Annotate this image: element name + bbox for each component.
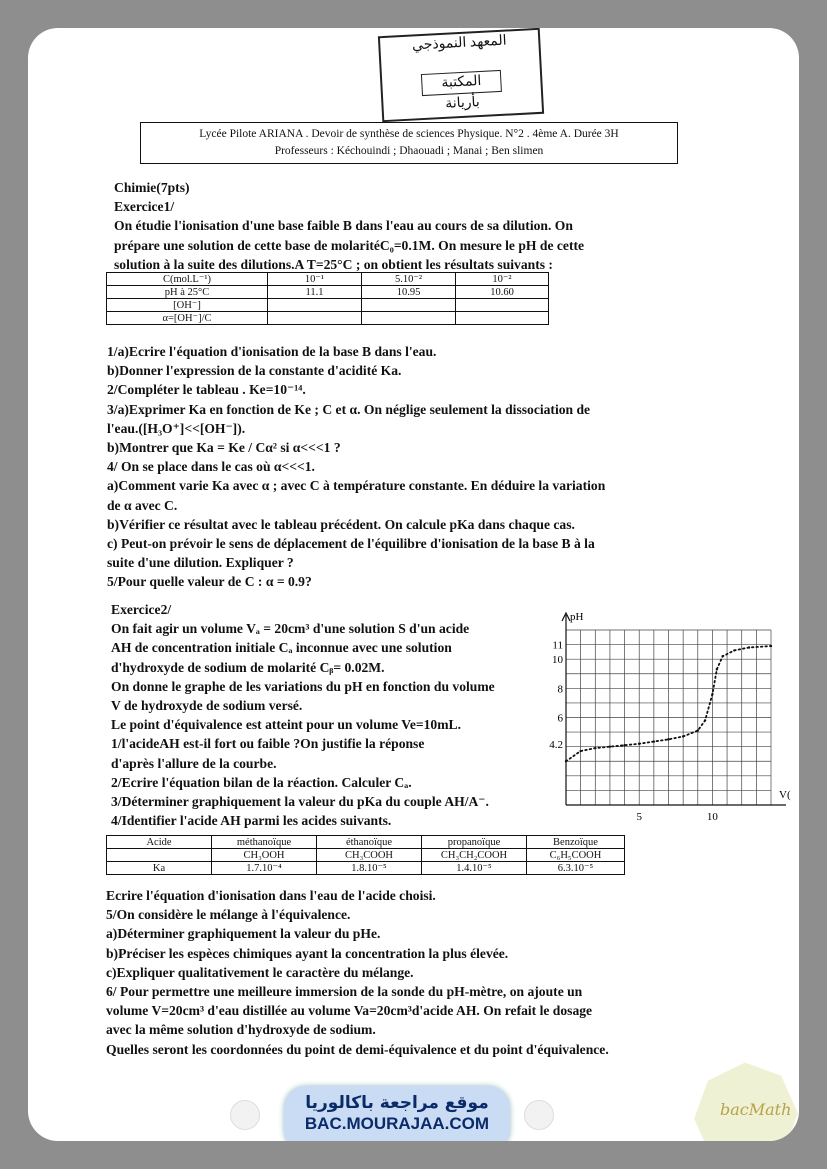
data-point	[682, 735, 684, 737]
stamp-line-1: المعهد النموذجي	[411, 33, 507, 54]
library-stamp	[378, 28, 544, 122]
question-line: d'hydroxyde de sodium de molarité Cᵦ= 0.02M.	[111, 659, 385, 675]
site-banner[interactable]	[284, 1086, 510, 1141]
question-line: 2/Compléter le tableau . Ke=10⁻¹⁴.	[107, 382, 306, 398]
table-cell: 10⁻²	[456, 273, 549, 286]
exam-header	[140, 122, 678, 164]
acids-table	[106, 835, 625, 875]
question-line: 1/l'acideAH est-il fort ou faible ?On justifie la réponse	[111, 736, 425, 752]
table-cell: méthanoïque	[212, 836, 317, 849]
table-cell: 6.3.10⁻⁵	[527, 862, 625, 875]
data-point	[579, 750, 581, 752]
question-line: Ecrire l'équation d'ionisation dans l'eau de l'acide choisi.	[106, 888, 436, 903]
question-line: c)Expliquer qualitativement le caractère du mélange.	[106, 964, 414, 980]
table-cell	[456, 312, 549, 325]
site-url-link[interactable]: BAC.MOURAJAA.COM	[304, 1114, 490, 1133]
table-cell: CH₃COOH	[317, 849, 422, 862]
question-line: 1/a)Ecrire l'équation d'ionisation de la base B dans l'eau.	[107, 344, 437, 359]
question-line: 3/Déterminer graphiquement la valeur du pKa du couple AH/A⁻.	[111, 794, 489, 810]
dilution-table	[106, 272, 549, 325]
table-cell: CH₃CH₂COOH	[422, 849, 527, 862]
table-cell: Benzoïque	[527, 836, 625, 849]
question-line: de α avec C.	[107, 497, 178, 513]
data-point	[638, 743, 640, 745]
data-point	[594, 747, 596, 749]
table-cell: 10.60	[456, 286, 549, 299]
question-line: b)Vérifier ce résultat avec le tableau précédent. On calcule pKa dans chaque cas.	[107, 516, 575, 532]
table-cell: Ka	[107, 862, 212, 875]
exercise2-end-questions	[106, 886, 609, 1059]
table-row	[107, 312, 549, 325]
data-point	[609, 745, 611, 747]
intro-line: Exercice1/	[114, 199, 175, 215]
question-line: suite d'une dilution. Expliquer ?	[107, 555, 294, 571]
table-cell: 10⁻¹	[268, 273, 362, 286]
question-line: 2/Ecrire l'équation bilan de la réaction. Calculer Cₐ.	[111, 774, 412, 790]
y-tick-label: 10	[552, 654, 563, 667]
table-cell: [OH⁻]	[107, 299, 268, 312]
table-cell: 5.10⁻²	[362, 273, 456, 286]
table-cell: C(mol.L⁻¹)	[107, 273, 268, 286]
table-cell	[268, 299, 362, 312]
table-cell: 10.95	[362, 286, 456, 299]
question-line: b)Préciser les espèces chimiques ayant la concentration la plus élevée.	[106, 945, 509, 961]
y-tick-label: 6	[557, 712, 563, 725]
data-point	[623, 744, 625, 746]
table-cell	[362, 299, 456, 312]
intro-line: solution à la suite des dilutions.A T=25°C ; on obtient les résultats suivants :	[114, 256, 553, 272]
exercise2-questions	[111, 600, 495, 830]
table-cell: C₆H₅COOH	[527, 849, 625, 862]
table-cell: CH₃OOH	[212, 849, 317, 862]
question-line: l'eau.([H₃O⁺]<<[OH⁻]).	[107, 420, 246, 436]
question-line: 6/ Pour permettre une meilleure immersion de la sonde du pH-mètre, on ajoute un	[106, 984, 583, 1000]
ph-titration-chart	[541, 600, 799, 822]
question-line: b)Donner l'expression de la constante d'acidité Ka.	[107, 363, 402, 379]
stamp-line-2: المكتبة	[421, 70, 502, 96]
table-row	[107, 862, 625, 875]
x-axis-label: V(	[779, 789, 791, 801]
table-cell: pH à 25°C	[107, 286, 268, 299]
y-tick-label: 8	[557, 683, 563, 696]
table-cell	[456, 299, 549, 312]
table-cell: 11.1	[268, 286, 362, 299]
header-line-2: Professeurs : Kéchouindi ; Dhaouadi ; Manai ; Ben slimen	[274, 145, 544, 157]
question-line: 3/a)Exprimer Ka en fonction de Ke ; C et α. On néglige seulement la dissociation de	[107, 401, 591, 417]
question-line: On donne le graphe de les variations du pH en fonction du volume	[111, 678, 495, 694]
data-point	[716, 668, 718, 670]
data-point	[704, 719, 706, 721]
data-point	[565, 760, 567, 762]
question-line: c) Peut-on prévoir le sens de déplacement de l'équilibre d'ionisation de la base B à la	[107, 536, 595, 552]
table-row	[107, 849, 625, 862]
x-tick-label: 5	[636, 811, 642, 822]
table-cell: 1.4.10⁻⁵	[422, 862, 527, 875]
exercise1-questions	[107, 342, 605, 592]
data-point	[770, 645, 772, 647]
data-point	[733, 649, 735, 651]
x-tick-label: 10	[706, 811, 718, 822]
site-logo-icon	[524, 1100, 554, 1130]
question-line: volume V=20cm³ d'eau distillée au volume Va=20cm³d'acide AH. On refait le dosage	[106, 1003, 593, 1019]
question-line: a)Déterminer graphiquement la valeur du pHe.	[106, 926, 381, 942]
table-cell	[362, 312, 456, 325]
question-line: Le point d'équivalence est atteint pour un volume Ve=10mL.	[111, 717, 462, 733]
header-line-1: Lycée Pilote ARIANA . Devoir de synthèse de sciences Physique. N°2 . 4ème A. Durée 3H	[199, 128, 619, 140]
question-line: 4/ On se place dans le cas où α<<<1.	[107, 459, 315, 475]
data-point	[748, 646, 750, 648]
question-line: a)Comment varie Ka avec α ; avec C à température constante. En déduire la variation	[107, 478, 606, 494]
question-line: 5/Pour quelle valeur de C : α = 0.9?	[107, 574, 312, 590]
question-line: AH de concentration initiale Cₐ inconnue avec une solution	[111, 640, 452, 656]
intro-block	[114, 178, 584, 274]
question-line: b)Montrer que Ka = Ke / Cα² si α<<<1 ?	[107, 440, 341, 456]
table-cell: 1.7.10⁻⁴	[212, 862, 317, 875]
bacmath-badge-icon	[684, 1053, 799, 1141]
question-line: 4/Identifier l'acide AH parmi les acides suivants.	[111, 813, 392, 829]
intro-line: Chimie(7pts)	[114, 180, 190, 195]
question-line: d'après l'allure de la courbe.	[111, 755, 277, 771]
question-line: Quelles seront les coordonnées du point de demi-équivalence et du point d'équivalence.	[106, 1041, 609, 1057]
y-tick-label: 11	[552, 639, 563, 652]
data-point	[711, 693, 713, 695]
table-row	[107, 273, 549, 286]
question-line: avec la même solution d'hydroxyde de sodium.	[106, 1022, 376, 1038]
table-cell: 1.8.10⁻⁵	[317, 862, 422, 875]
y-tick-label: 4.2	[549, 738, 563, 751]
bacmath-label: bacMath	[720, 1100, 792, 1119]
table-row	[107, 299, 549, 312]
site-name-arabic: موقع مراجعة باكالوريا	[305, 1093, 489, 1113]
question-line: On fait agir un volume Vₐ = 20cm³ d'une solution S d'un acide	[111, 621, 470, 637]
table-row	[107, 286, 549, 299]
site-logo-icon	[230, 1100, 260, 1130]
data-point	[667, 738, 669, 740]
data-point	[697, 729, 699, 731]
question-line: 5/On considère le mélange à l'équivalence.	[106, 907, 351, 923]
y-axis-label: pH	[570, 611, 584, 623]
intro-line: On étudie l'ionisation d'une base faible B dans l'eau au cours de sa dilution. On	[114, 218, 573, 234]
data-point	[721, 655, 723, 657]
table-cell	[107, 849, 212, 862]
question-line: Exercice2/	[111, 602, 172, 617]
question-line: V de hydroxyde de sodium versé.	[111, 698, 303, 714]
table-row	[107, 836, 625, 849]
table-cell	[268, 312, 362, 325]
stamp-line-3: بأريانة	[444, 95, 481, 112]
exam-page	[28, 28, 799, 1141]
table-cell: éthanoïque	[317, 836, 422, 849]
intro-line: prépare une solution de cette base de molaritéC₀=0.1M. On mesure le pH de cette	[114, 237, 585, 253]
table-cell: α=[OH⁻]/C	[107, 312, 268, 325]
table-cell: propanoïque	[422, 836, 527, 849]
table-cell: Acide	[107, 836, 212, 849]
data-point	[653, 740, 655, 742]
